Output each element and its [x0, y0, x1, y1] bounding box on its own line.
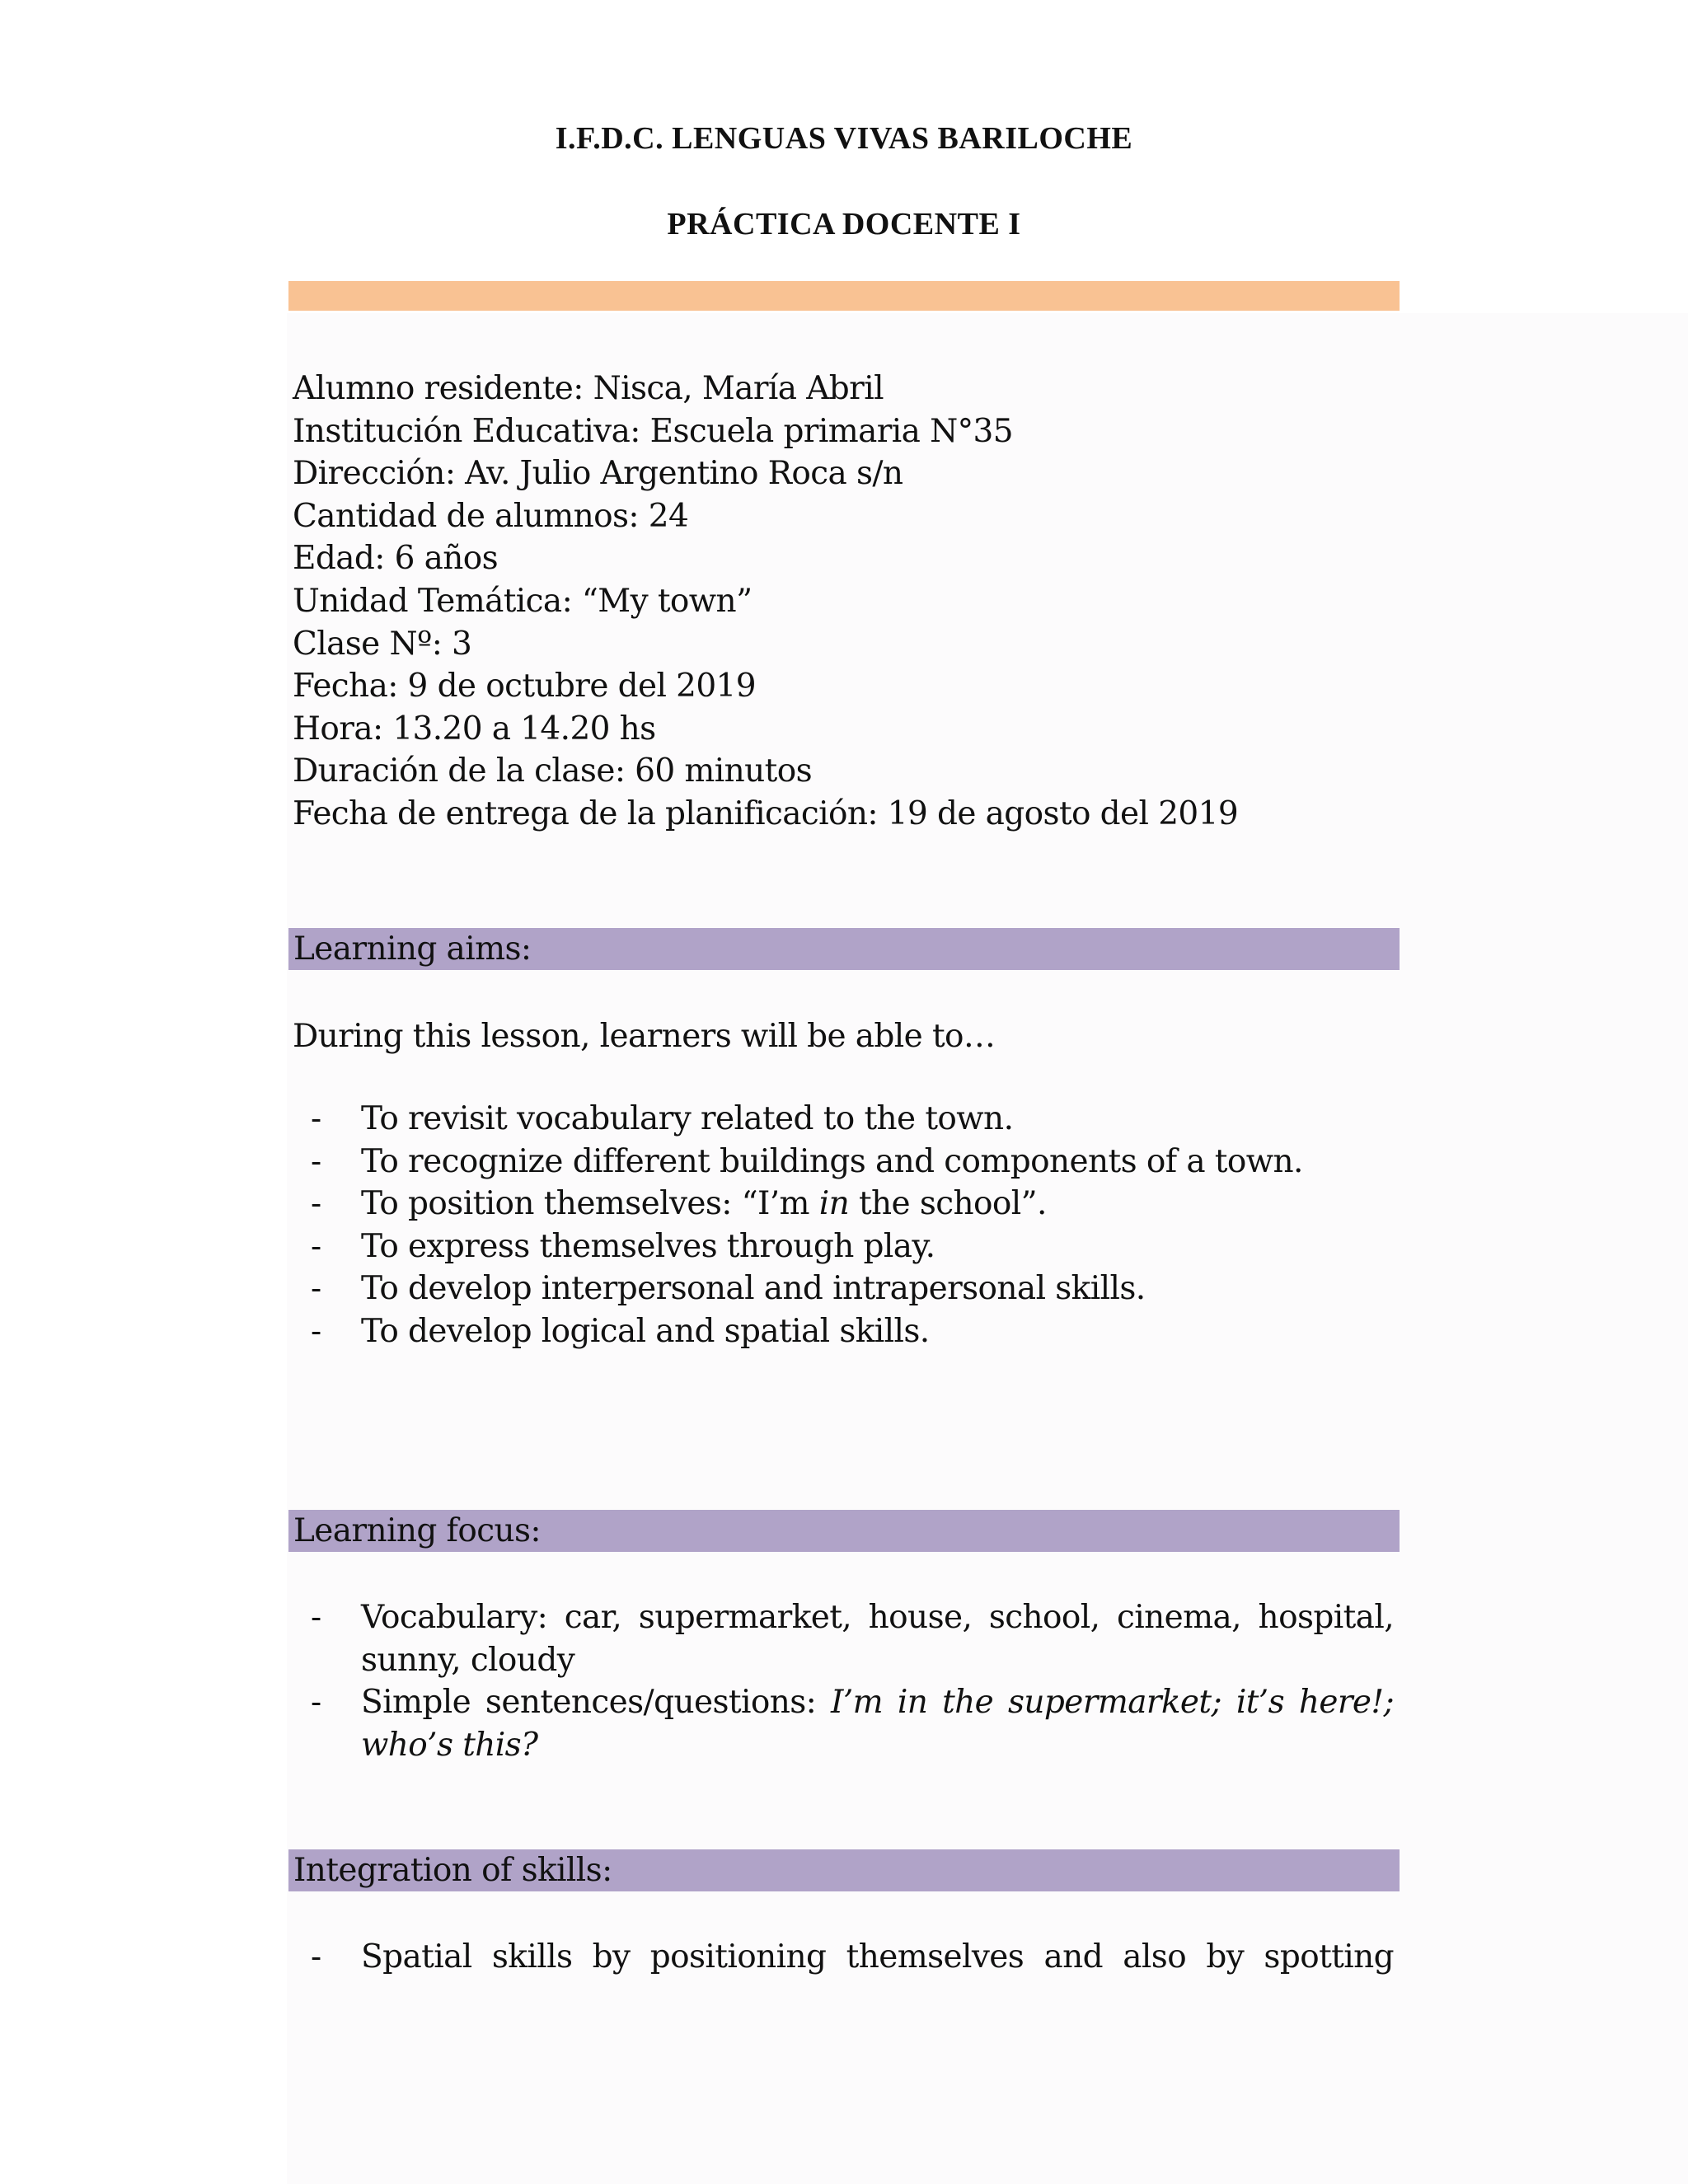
learning-aims-heading: Learning aims:: [293, 930, 532, 968]
list-item: [293, 1183, 1394, 1226]
aim-text: To revisit vocabulary related to the town.: [361, 1100, 1014, 1137]
aim-text-emphasis: in: [818, 1185, 850, 1223]
learning-focus-heading-bar: [288, 1510, 1400, 1552]
learning-aims-heading-bar: [288, 928, 1400, 970]
list-item: [293, 1596, 1394, 1681]
info-student: Alumno residente: Nisca, María Abril: [293, 370, 884, 407]
info-duration: Duración de la clase: 60 minutos: [293, 752, 813, 790]
focus-sentences-examples: I’m in the supermarket; it’s here!; who’s this?: [361, 1684, 1394, 1764]
info-address: Dirección: Av. Julio Argentino Roca s/n: [293, 455, 903, 493]
info-unit: Unidad Temática: “My town”: [293, 582, 753, 620]
bullet-dash: -: [311, 1270, 321, 1308]
integration-skills-list: [293, 1936, 1394, 1979]
aim-text: To develop interpersonal and intrapersonal skills.: [361, 1270, 1146, 1308]
info-age: Edad: 6 años: [293, 540, 499, 578]
bullet-dash: -: [311, 1227, 321, 1265]
focus-vocabulary: Vocabulary: car, supermarket, house, school, cinema, hospital, sunny, cloudy: [361, 1599, 1394, 1679]
aim-text: To develop logical and spatial skills.: [361, 1312, 930, 1350]
info-submission-date: Fecha de entrega de la planificación: 19 de agosto del 2019: [293, 794, 1239, 832]
header-divider-bar: [288, 281, 1400, 311]
learning-aims-list: [293, 1098, 1394, 1353]
integration-skills-heading-bar: [288, 1849, 1400, 1891]
list-item: [293, 1936, 1394, 1979]
learning-aims-intro: During this lesson, learners will be able to…: [293, 1018, 996, 1055]
info-institution: Institución Educativa: Escuela primaria N°35: [293, 412, 1013, 450]
bullet-dash: -: [311, 1100, 321, 1137]
list-item: [293, 1310, 1394, 1353]
aim-text: To express themselves through play.: [361, 1227, 935, 1265]
bullet-dash: -: [311, 1142, 321, 1180]
bullet-dash: -: [311, 1312, 321, 1350]
skill-text: Spatial skills by positioning themselves and also by spotting: [361, 1938, 1394, 1975]
aim-text: To recognize different buildings and components of a town.: [361, 1142, 1303, 1180]
info-date: Fecha: 9 de octubre del 2019: [293, 668, 756, 705]
institution-title: I.F.D.C. LENGUAS VIVAS BARILOCHE: [555, 121, 1133, 156]
bullet-dash: -: [311, 1938, 321, 1975]
list-item: [293, 1268, 1394, 1310]
integration-skills-heading: Integration of skills:: [293, 1852, 612, 1889]
learning-focus-list: [293, 1596, 1394, 1766]
info-student-count: Cantidad de alumnos: 24: [293, 497, 689, 535]
focus-sentences-label: Simple sentences/questions:: [361, 1684, 832, 1722]
class-info-list: [293, 368, 1238, 836]
bullet-dash: -: [311, 1684, 321, 1722]
bullet-dash: -: [311, 1599, 321, 1636]
list-item: [293, 1681, 1394, 1766]
learning-focus-heading: Learning focus:: [293, 1512, 541, 1549]
info-class-number: Clase Nº: 3: [293, 625, 472, 663]
info-time: Hora: 13.20 a 14.20 hs: [293, 710, 656, 748]
aim-text-end: the school”.: [849, 1185, 1047, 1223]
list-item: [293, 1098, 1394, 1141]
bullet-dash: -: [311, 1185, 321, 1223]
course-title: PRÁCTICA DOCENTE I: [667, 207, 1021, 241]
list-item: [293, 1226, 1394, 1268]
aim-text: To position themselves: “I’m: [361, 1185, 819, 1223]
list-item: [293, 1141, 1394, 1183]
